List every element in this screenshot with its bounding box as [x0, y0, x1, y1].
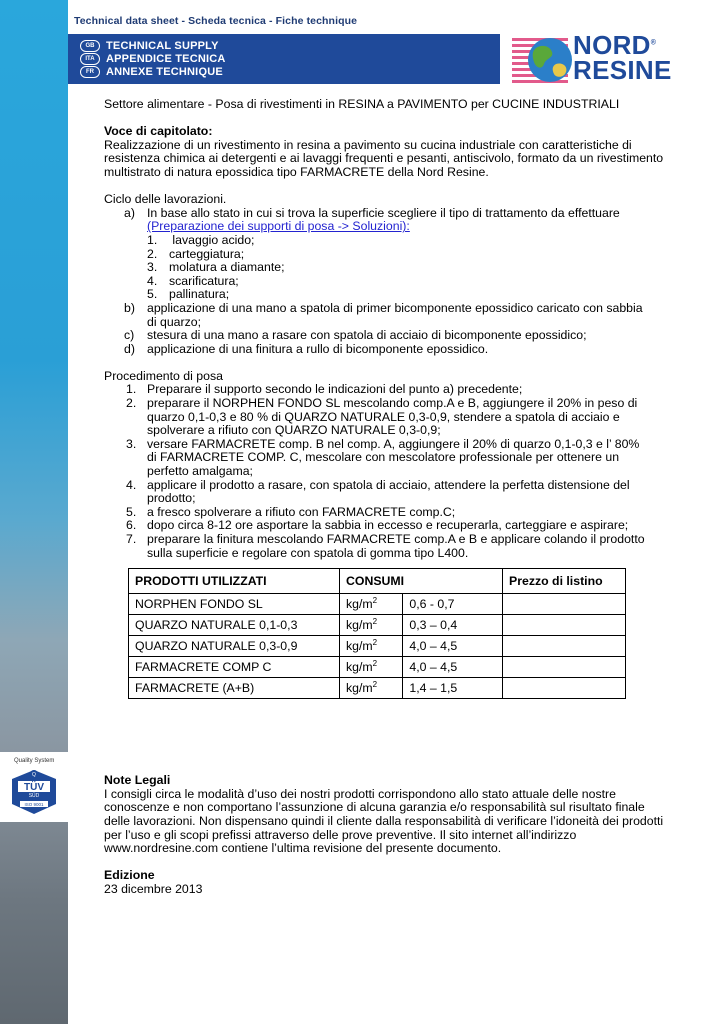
- consumption-cell: 0,6 - 0,7: [403, 594, 503, 615]
- ciclo-item: d) applicazione di una finitura a rullo di bicomponente epossidico.: [124, 341, 489, 356]
- table-header-row: [129, 569, 626, 594]
- col-header-prezzo: Prezzo di listino: [503, 569, 626, 594]
- ciclo-item: c) stesura di una mano a rasare con spatola di acciaio di bicomponente epossidico;: [124, 328, 587, 343]
- ciclo-heading: Ciclo delle lavorazioni.: [104, 192, 227, 207]
- table-row: [129, 678, 626, 699]
- svg-text:Q: Q: [32, 772, 36, 778]
- banner-line-ita: [80, 53, 226, 65]
- logo-line1: NORD: [573, 30, 651, 60]
- tuv-badge-icon: [0, 752, 68, 822]
- product-cell: NORPHEN FONDO SL: [129, 594, 340, 615]
- banner-text-ita: APPENDICE TECNICA: [106, 53, 226, 65]
- logo-reg: ®: [650, 39, 657, 47]
- note-text: I consigli circa le modalità d’uso dei nostri prodotti corrispondono allo stato attuale delle nostre conoscenze e non comportano l’assunzione di alcuna garanzia e/o responsabilità sul risultato finale delle lavorazioni. Non dispensano quindi il cliente dalla responsabilità di verificare l’idoneità dei prodotti per l’uso e gli scopi prefissi attraverso delle prove preventive. Il sito internet all’indirizzo www.nordresine.com contiene l’ultima revisione del presente documento.: [104, 786, 664, 856]
- flag-gb-icon: GB: [80, 40, 100, 52]
- table-row: [129, 615, 626, 636]
- proc-heading: Procedimento di posa: [104, 368, 223, 383]
- banner-text-gb: TECHNICAL SUPPLY: [106, 40, 219, 52]
- techline-title: Technical data sheet - Scheda tecnica - Fiche technique: [74, 15, 358, 27]
- voce-heading: Voce di capitolato:: [104, 124, 213, 139]
- sub-item: 3. molatura a diamante;: [147, 260, 285, 275]
- proc-item: 3. versare FARMACRETE comp. B nel comp. A, aggiungere il 20% di quarzo 0,1-0,3 e l’ 80% di FARMACRETE COMP. C, mescolare con mescolatore professionale per ottenere un perfetto amalgama;: [126, 436, 640, 479]
- edizione-heading: Edizione: [104, 868, 155, 883]
- unit-cell: $kg/m^2$: [340, 615, 403, 636]
- voce-text: Realizzazione di un rivestimento in resina a pavimento su cucina industriale con caratteristiche di resistenza chimica ai detergenti e ai lavaggi frequenti e pesanti, antiscivolo, formato da un rivestimento multistrato di natura epossidica tipo FARMACRETE della Nord Resine.: [104, 137, 664, 179]
- proc-item: 5. a fresco spolverare a rifiuto con FARMACRETE comp.C;: [126, 504, 456, 519]
- note-heading: Note Legali: [104, 773, 171, 788]
- flag-fr-icon: FR: [80, 66, 100, 78]
- logo-line2: RESINE: [573, 55, 672, 85]
- product-cell: QUARZO NATURALE 0,1-0,3: [129, 615, 340, 636]
- sidebar-band: [0, 0, 68, 1024]
- price-cell: [503, 615, 626, 636]
- price-cell: [503, 636, 626, 657]
- table-row: [129, 594, 626, 615]
- preparazione-supporti-link[interactable]: (Preparazione dei supporti di posa -> Soluzioni):: [147, 219, 410, 234]
- product-cell: FARMACRETE COMP C: [129, 657, 340, 678]
- product-cell: QUARZO NATURALE 0,3-0,9: [129, 636, 340, 657]
- consumption-cell: 4,0 – 4,5: [403, 657, 503, 678]
- price-cell: [503, 678, 626, 699]
- sub-item: 1. lavaggio acido;: [147, 232, 255, 247]
- product-cell: FARMACRETE (A+B): [129, 678, 340, 699]
- banner-line-fr: [80, 66, 223, 78]
- unit-cell: $kg/m^2$: [340, 678, 403, 699]
- table-row: [129, 657, 626, 678]
- logo-wordmark: [573, 30, 703, 85]
- consumption-cell: 0,3 – 0,4: [403, 615, 503, 636]
- edizione-date: 23 dicembre 2013: [104, 881, 203, 896]
- banner-line-gb: [80, 40, 219, 52]
- proc-item: 4. applicare il prodotto a rasare, con spatola di acciaio, attendere la perfetta distensione del prodotto;: [126, 477, 630, 506]
- col-header-consumi: CONSUMI: [340, 569, 503, 594]
- banner-text-fr: ANNEXE TECHNIQUE: [106, 66, 223, 78]
- consumption-cell: 4,0 – 4,5: [403, 636, 503, 657]
- ciclo-item-a: a) In base allo stato in cui si trova la superficie scegliere il tipo di trattamento da effettuare (Preparazione dei supporti di posa -> Soluzioni): 1. lavaggio acido; 2. carteggiatura; 3. molatura a diamante; 4. scarificatura; 5. pallinatura;: [104, 207, 664, 302]
- doc-title: Settore alimentare - Posa di rivestimenti in RESINA a PAVIMENTO per CUCINE INDUSTRIALI: [104, 97, 620, 111]
- proc-item: 2. preparare il NORPHEN FONDO SL mescolando comp.A e B, aggiungere il 20% in peso di quarzo 0,1-0,3 e 80 % di QUARZO NATURALE 0,3-0,9, stendere a spatola di acciaio e spolverare a rifiuto con QUARZO NATURALE 0,3-0,9;: [126, 396, 638, 438]
- sub-item: 5. pallinatura;: [147, 287, 230, 302]
- sub-item: 2. carteggiatura;: [147, 246, 245, 261]
- consumption-cell: 1,4 – 1,5: [403, 678, 503, 699]
- tuv-sub: SÜD: [28, 793, 40, 799]
- price-cell: [503, 657, 626, 678]
- document-body: [104, 98, 664, 897]
- ciclo-item: b) applicazione di una mano a spatola di primer bicomponente epossidico caricato con sabbia di quarzo;: [124, 300, 643, 329]
- flag-ita-icon: ITA: [80, 53, 100, 65]
- proc-item: 1. Preparare il supporto secondo le indicazioni del punto a) precedente;: [126, 382, 523, 397]
- products-table: [128, 568, 626, 699]
- proc-item: 6. dopo circa 8-12 ore asportare la sabbia in eccesso e recuperarla, carteggiare e aspirare;: [126, 518, 629, 533]
- unit-cell: $kg/m^2$: [340, 657, 403, 678]
- tuv-iso: ISO 9001: [24, 802, 44, 807]
- sub-item: 4. scarificatura;: [147, 273, 239, 288]
- tuv-mark: TÜV: [24, 782, 44, 793]
- price-cell: [503, 594, 626, 615]
- col-header-prodotti: PRODOTTI UTILIZZATI: [129, 569, 340, 594]
- table-row: [129, 636, 626, 657]
- unit-cell: $kg/m^2$: [340, 636, 403, 657]
- proc-item: 7. preparare la finitura mescolando FARMACRETE comp.A e B e applicare colando il prodotto sulla superficie e regolare con spatola di gomma tipo L400.: [126, 532, 645, 560]
- unit-cell: $kg/m^2$: [340, 594, 403, 615]
- quality-system-label: Quality System: [14, 758, 55, 764]
